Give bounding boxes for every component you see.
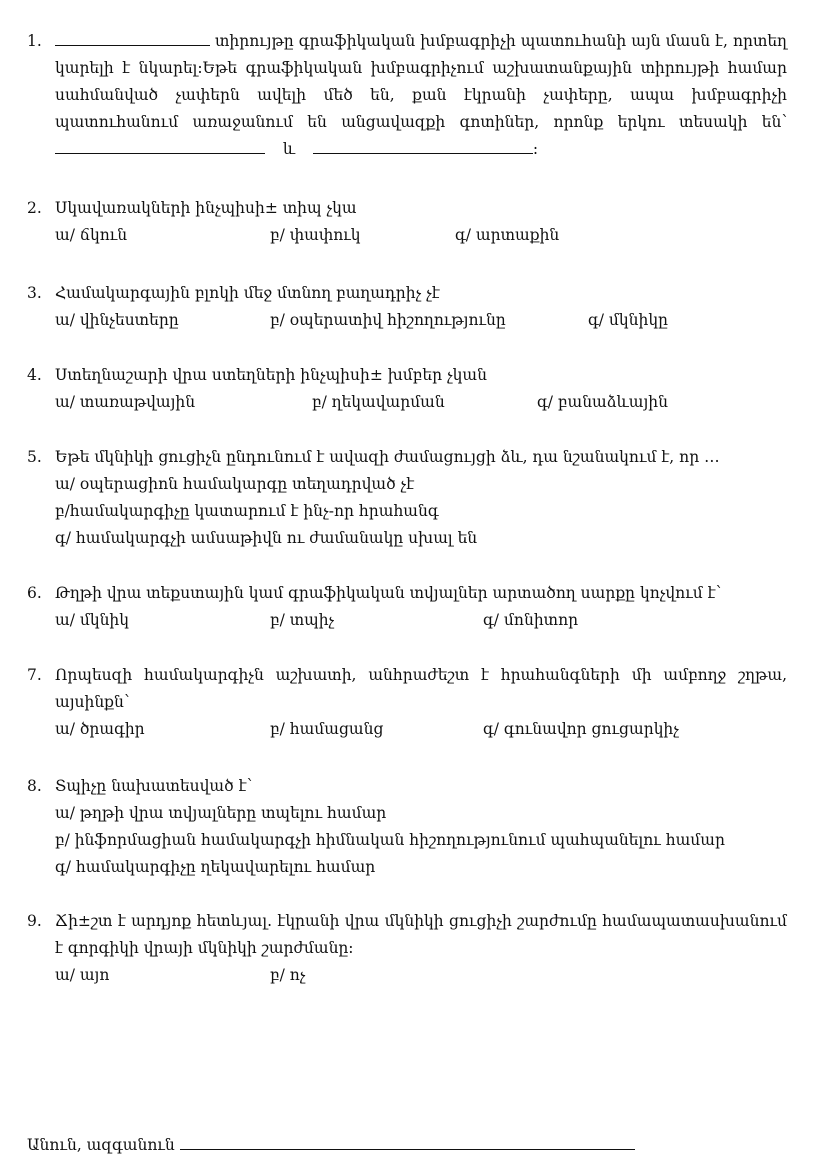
student-name-field[interactable]	[180, 1135, 635, 1150]
question-number: 4.	[27, 366, 42, 384]
answer-options	[55, 389, 787, 416]
question-number: 5.	[27, 448, 42, 466]
answer-options	[55, 607, 787, 634]
question-text: Տպիչը նախատեսված է՝	[55, 777, 253, 795]
question-1-line-3: սահմանված չափերն ավելի մեծ են, քան էկրանի չափերը, ապա խմբագրիչի	[55, 86, 787, 104]
answer-blank[interactable]	[55, 139, 265, 154]
question-number: 3.	[27, 284, 42, 302]
question-text: Ստեղնաշարի վրա ստեղների ինչպիսի± խմբեր չկան	[55, 366, 487, 384]
question-1-line-1: տիրույթը գրաֆիկական խմբագրիչի պատուհանի այն մասն է, որտեղ	[55, 28, 787, 55]
question-number: 7.	[27, 666, 42, 684]
option-b[interactable]: բ/ ոչ	[270, 966, 306, 984]
option-a[interactable]: ա/ թղթի վրա տվյալները տպելու համար	[55, 804, 387, 822]
question-text: Թղթի վրա տեքստային կամ գրաֆիկական տվյալներ արտածող սարքը կոչվում է՝	[55, 584, 722, 602]
question-3	[27, 280, 787, 334]
option-a[interactable]: ա/ օպերացիոն համակարգը տեղադրված չէ	[55, 475, 415, 493]
option-a[interactable]: ա/ մկնիկ	[55, 611, 129, 629]
question-text: Ճի±շտ է արդյոք հետևյալ. էկրանի վրա մկնիկի ցուցիչի շարժումը համապատասխանում	[55, 912, 787, 930]
option-a[interactable]: ա/ վինչեստերը	[55, 311, 179, 329]
answer-options	[55, 307, 787, 334]
option-b[interactable]: բ/ տպիչ	[270, 611, 335, 629]
question-1-line-4: պատուհանում առաջանում են անցավազքի գոտիներ, որոնք երկու տեսակի են՝	[55, 113, 787, 131]
question-number: 1.	[27, 32, 42, 50]
student-name-row	[27, 1132, 635, 1159]
question-text: Եթե մկնիկի ցուցիչն ընդունում է ավազի ժամացույցի ձև, դա նշանակում է, որ …	[55, 448, 720, 466]
answer-options	[55, 962, 787, 989]
question-text: Համակարգային բլոկի մեջ մտնող բաղադրիչ չէ	[55, 284, 440, 302]
question-6	[27, 580, 787, 634]
option-a[interactable]: ա/ տառաթվային	[55, 393, 196, 411]
question-1-line-2: կարելի է նկարել:Եթե գրաֆիկական խմբագրիչում աշխատանքային տիրույթի համար	[55, 59, 787, 77]
question-text: Որպեսզի համակարգիչն աշխատի, անհրաժեշտ է հրահանգների մի ամբողջ շղթա,	[55, 666, 787, 684]
answer-blank[interactable]	[55, 31, 210, 46]
option-b[interactable]: բ/ ղեկավարման	[312, 393, 445, 411]
option-a[interactable]: ա/ ծրագիր	[55, 720, 145, 738]
question-1	[27, 28, 787, 163]
question-number: 8.	[27, 777, 42, 795]
question-7	[27, 662, 787, 743]
option-b[interactable]: բ/ օպերատիվ հիշողությունը	[270, 311, 506, 329]
question-5	[27, 444, 787, 552]
option-b[interactable]: բ/ համացանց	[270, 720, 384, 738]
option-b[interactable]: բ/ ինֆորմացիան համակարգչի հիմնական հիշողությունում պահպանելու համար	[55, 831, 725, 849]
question-text-continued: այսինքն՝	[55, 693, 130, 711]
student-name-label: Անուն, ազգանուն	[27, 1136, 175, 1154]
option-c[interactable]: գ/ գունավոր ցուցարկիչ	[483, 720, 679, 738]
option-a[interactable]: ա/ այո	[55, 966, 110, 984]
option-c[interactable]: գ/ մկնիկը	[588, 311, 668, 329]
option-a[interactable]: ա/ ճկուն	[55, 226, 128, 244]
option-c[interactable]: գ/ մոնիտոր	[483, 611, 579, 629]
question-text-continued: է գորգիկի վրայի մկնիկի շարժմանը:	[55, 939, 354, 957]
answer-options	[55, 716, 787, 743]
option-b[interactable]: բ/ փափուկ	[270, 226, 361, 244]
question-8	[27, 773, 787, 881]
option-c[interactable]: գ/ համակարգչի ամսաթիվն ու ժամանակը սխալ են	[55, 529, 478, 547]
option-c[interactable]: գ/ բանաձևային	[537, 393, 668, 411]
question-1-line-5: և :	[55, 136, 787, 163]
question-number: 2.	[27, 199, 42, 217]
question-number: 6.	[27, 584, 42, 602]
question-number: 9.	[27, 912, 42, 930]
question-4	[27, 362, 787, 416]
question-text: Սկավառակների ինչպիսի± տիպ չկա	[55, 199, 357, 217]
option-c[interactable]: գ/ արտաքին	[455, 226, 560, 244]
option-b[interactable]: բ/համակարգիչը կատարում է ինչ-որ հրահանգ	[55, 502, 439, 520]
question-2	[27, 195, 787, 249]
option-c[interactable]: գ/ համակարգիչը ղեկավարելու համար	[55, 858, 376, 876]
answer-blank[interactable]	[313, 139, 533, 154]
question-9	[27, 908, 787, 989]
answer-options	[55, 222, 787, 249]
